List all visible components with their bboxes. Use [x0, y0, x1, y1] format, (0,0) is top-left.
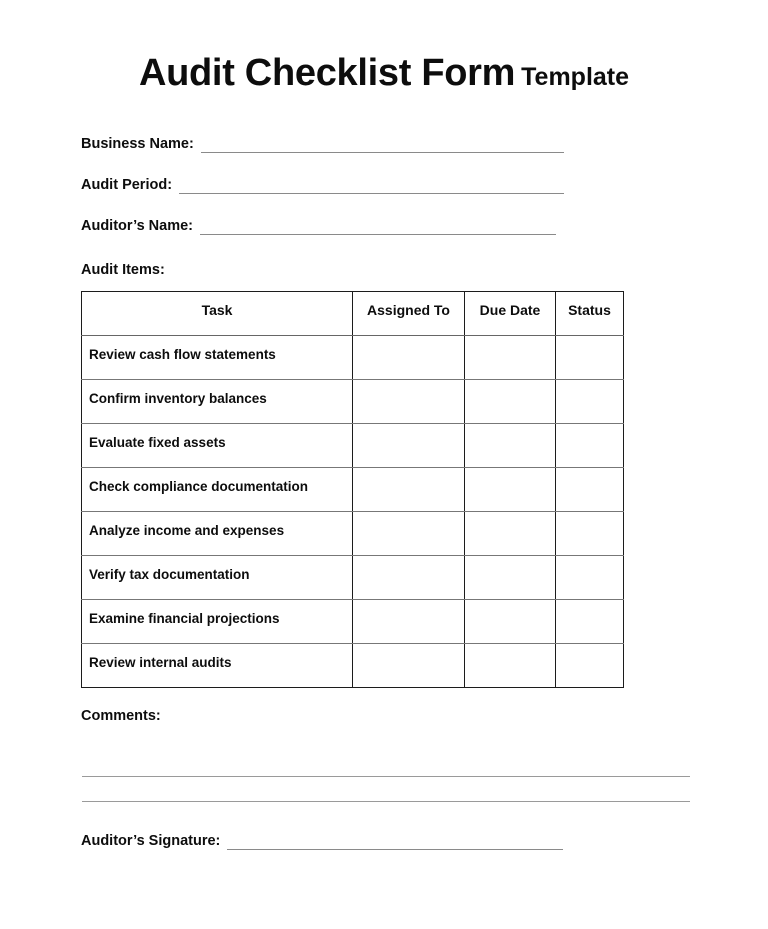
task-text: Analyze income and expenses [89, 523, 285, 538]
task-text: Confirm inventory balances [89, 391, 267, 406]
auditor-name-input[interactable] [200, 220, 556, 235]
audit-period-input[interactable] [179, 179, 564, 194]
column-header-assigned-to [353, 292, 465, 336]
cell-task [82, 336, 353, 380]
field-label-audit-period: Audit Period: [81, 177, 173, 193]
cell-due-date[interactable] [465, 380, 556, 424]
cell-due-date[interactable] [465, 512, 556, 556]
table-row [82, 556, 624, 600]
comments-area [0, 752, 768, 802]
cell-assigned-to[interactable] [353, 644, 465, 688]
column-header-due-date [465, 292, 556, 336]
column-header-status [556, 292, 624, 336]
field-label-business-name: Business Name: [81, 136, 194, 152]
field-audit-period [81, 174, 768, 194]
task-text: Examine financial projections [89, 611, 280, 626]
comments-line-1[interactable] [82, 752, 690, 777]
signature-input[interactable] [227, 835, 563, 850]
table-row [82, 644, 624, 688]
cell-due-date[interactable] [465, 424, 556, 468]
table-row [82, 380, 624, 424]
column-header-assigned-to-label: Assigned To [367, 302, 450, 318]
signature-row [0, 830, 768, 850]
table-header-row [82, 292, 624, 336]
business-name-input[interactable] [201, 138, 564, 153]
column-header-task-label: Task [201, 302, 233, 318]
form-fields [0, 133, 768, 235]
cell-status[interactable] [556, 512, 624, 556]
cell-status[interactable] [556, 644, 624, 688]
page-title [0, 0, 768, 95]
cell-task [82, 600, 353, 644]
cell-due-date[interactable] [465, 468, 556, 512]
task-text: Review cash flow statements [89, 347, 276, 362]
task-text: Check compliance documentation [89, 479, 309, 494]
cell-task [82, 512, 353, 556]
cell-due-date[interactable] [465, 556, 556, 600]
comments-line-2[interactable] [82, 777, 690, 802]
cell-status[interactable] [556, 380, 624, 424]
cell-assigned-to[interactable] [353, 468, 465, 512]
cell-assigned-to[interactable] [353, 424, 465, 468]
cell-status[interactable] [556, 468, 624, 512]
title-main-text: Audit Checklist Form [138, 52, 516, 94]
cell-status[interactable] [556, 424, 624, 468]
task-text: Review internal audits [89, 655, 232, 670]
cell-task [82, 424, 353, 468]
table-body [82, 336, 624, 688]
signature-label: Auditor’s Signature: [81, 833, 221, 849]
cell-status[interactable] [556, 336, 624, 380]
cell-assigned-to[interactable] [353, 512, 465, 556]
title-sub-text: Template [521, 63, 630, 91]
table-row [82, 468, 624, 512]
task-text: Evaluate fixed assets [89, 435, 226, 450]
column-header-due-date-label: Due Date [479, 302, 541, 318]
comments-label: Comments: [81, 708, 161, 724]
table-row [82, 424, 624, 468]
table-row [82, 336, 624, 380]
cell-task [82, 556, 353, 600]
cell-task [82, 644, 353, 688]
cell-due-date[interactable] [465, 600, 556, 644]
field-auditor-name [81, 215, 768, 235]
table-row [82, 512, 624, 556]
cell-assigned-to[interactable] [353, 600, 465, 644]
audit-items-table [81, 291, 624, 688]
cell-assigned-to[interactable] [353, 380, 465, 424]
cell-status[interactable] [556, 600, 624, 644]
column-header-task [82, 292, 353, 336]
audit-items-label: Audit Items: [81, 262, 165, 278]
task-text: Verify tax documentation [89, 567, 250, 582]
table-row [82, 600, 624, 644]
cell-assigned-to[interactable] [353, 336, 465, 380]
cell-task [82, 468, 353, 512]
field-label-auditor-name: Auditor’s Name: [81, 218, 193, 234]
audit-items-table-wrapper [0, 291, 768, 688]
cell-status[interactable] [556, 556, 624, 600]
cell-assigned-to[interactable] [353, 556, 465, 600]
column-header-status-label: Status [568, 302, 611, 318]
cell-due-date[interactable] [465, 336, 556, 380]
table-header [82, 292, 624, 336]
cell-task [82, 380, 353, 424]
field-business-name [81, 133, 768, 153]
cell-due-date[interactable] [465, 644, 556, 688]
